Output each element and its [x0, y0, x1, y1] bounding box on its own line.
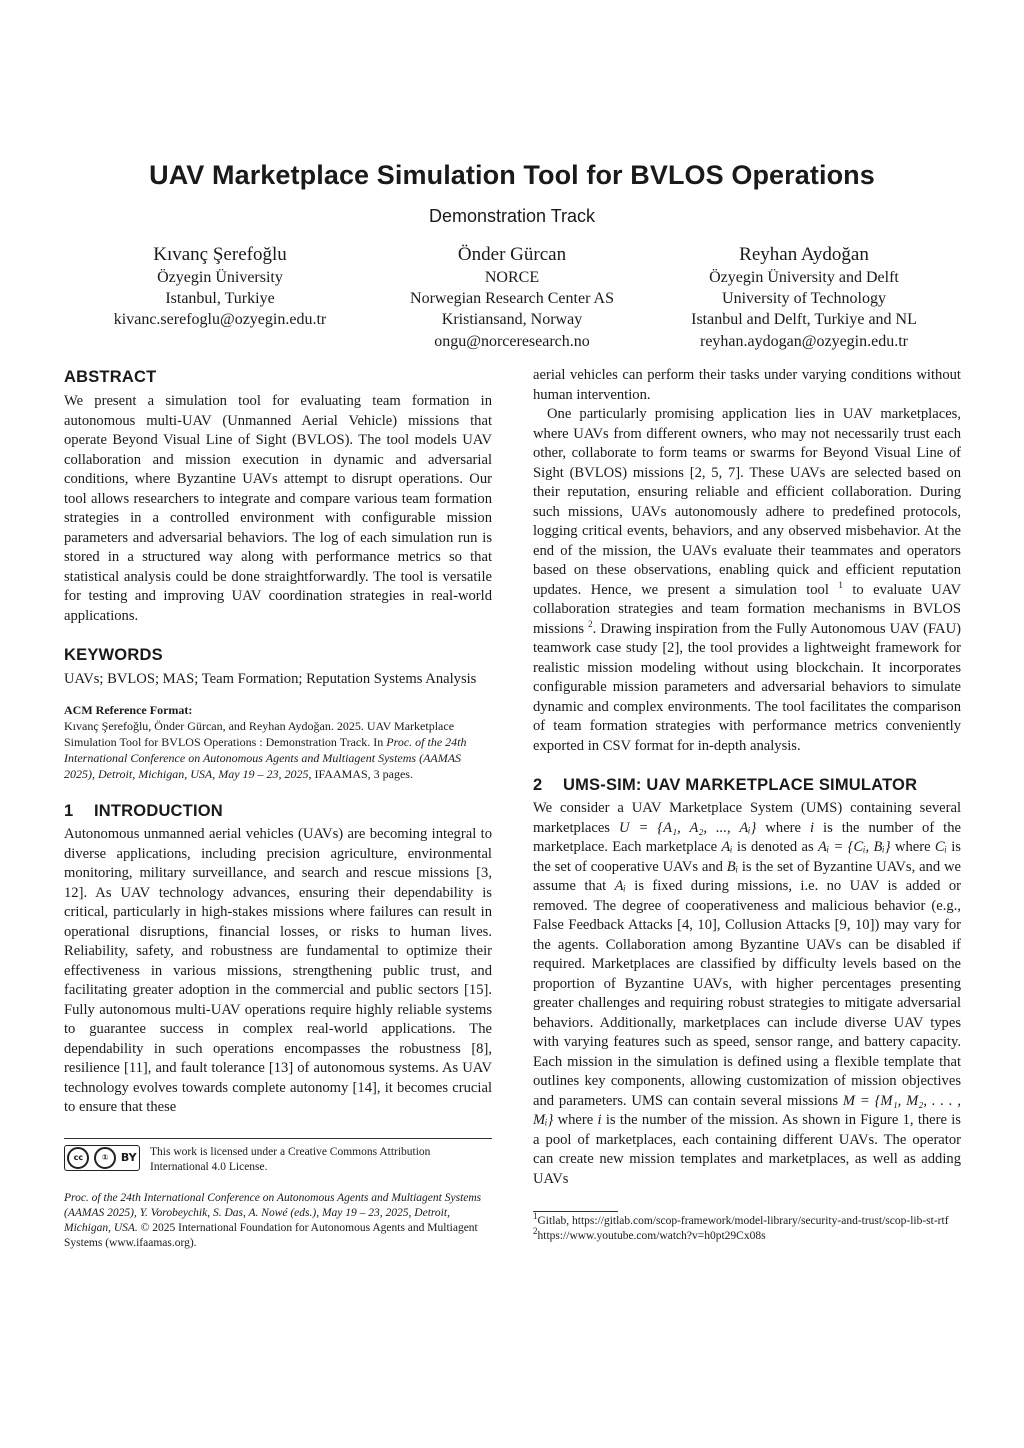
text-run: is the number of the mission. As shown in Figure 1, there is a pool of marketplaces, each containing different UAVs. The operator can create new mission templates and marketplaces, as well as adding UAVs — [533, 1112, 961, 1187]
text-run: One particularly promising application lies in UAV marketplaces, where UAVs from different owners, who may not necessarily trust each other, collaborate to form teams or swarms for Beyond Visual Line of Sight (BVLOS) missions [2, 5, 7]. These UAVs are selected based on their reputation, ensuring reliable and efficient collaboration. During such missions, UAVs autonomously adhere to predefined protocols, logging critical events, behaviors, and any observed misbehavior. At the end of the mission, the UAVs evaluate their teammates and operators based on these observations, enabling quick and efficient reputation updates. Hence, we present a simulation tool — [533, 406, 961, 598]
footnote-text[interactable]: Gitlab, https://gitlab.com/scop-framework/model-library/security-and-trust/scop-lib-st-rtf — [537, 1215, 949, 1227]
author-name: Önder Gürcan — [457, 244, 567, 265]
author-name: Reyhan Aydoğan — [739, 244, 869, 265]
abstract-heading: ABSTRACT — [64, 368, 157, 386]
text-run: where — [553, 1112, 598, 1128]
footnote-1 — [533, 1211, 961, 1229]
text-run: where — [890, 839, 935, 855]
paper-subtitle: Demonstration Track — [428, 206, 596, 226]
section-2-text — [533, 799, 961, 1189]
math-var: i — [597, 1112, 602, 1128]
author-affiliation-detail: Norwegian Research Center AS — [410, 290, 614, 308]
author-location: Istanbul, Turkiye — [165, 290, 275, 308]
footnote-text[interactable]: https://www.youtube.com/watch?v=h0pt29Cx08s — [537, 1230, 766, 1242]
math-marketplaces: U = {A₁, A₂, ..., Aᵢ} — [618, 819, 757, 836]
copyright-text: © 2025 International Foundation for Autonomous Agents and Multiagent Systems (www.ifaamas.org). — [64, 1221, 478, 1249]
section-title: INTRODUCTION — [94, 802, 223, 821]
by-label: BY — [120, 1151, 137, 1165]
text-run: is denoted as — [732, 839, 818, 855]
math-var: Aᵢ — [721, 839, 733, 855]
license-text: This work is licensed under a Creative Commons Attribution International 4.0 License. — [150, 1145, 431, 1173]
keywords-text: UAVs; BVLOS; MAS; Team Formation; Reputation Systems Analysis — [64, 671, 477, 687]
proceedings-text: Proc. of the 24th International Conference on Autonomous Agents and Multiagent Systems (AAMAS 2025), Y. Vorobeychik, S. Das, A. Nowé (eds.), May 19 – 23, 2025, Detroit, Michigan, USA. — [64, 1191, 482, 1234]
introduction-text: Autonomous unmanned aerial vehicles (UAVs) are becoming integral to diverse applications, including precision agriculture, environmental monitoring, military surveillance, and search and rescue missions [3, 12]. As UAV technology advances, ensuring their dependability is critical, particularly in high-stakes missions where failures can result in operational disruptions, financial losses, or risks to human lives. Reliability, safety, and robustness are fundamental to optimize their effectiveness in various missions, strengthening public trust, and facilitating greater adoption in the commercial and public sectors [15]. Fully autonomous multi-UAV operations require highly reliable systems to guarantee success in complex real-world applications. The dependability in such operations encompasses the robustness [8], resilience [11], and fault tolerance [13] of autonomous systems. As UAV technology evolves towards complete autonomy [14], it becomes crucial to ensure that these — [64, 826, 492, 1116]
left-column — [64, 366, 492, 1251]
by-person-icon: ① — [94, 1147, 116, 1169]
math-var: Aᵢ — [614, 878, 626, 894]
author-location: Kristiansand, Norway — [441, 311, 583, 329]
author-block-2 — [352, 243, 672, 352]
right-column — [533, 366, 961, 1244]
footnote-divider — [533, 1211, 618, 1212]
acm-reference-text — [64, 718, 492, 783]
math-var: Cᵢ — [934, 839, 947, 855]
acm-reference-heading: ACM Reference Format: — [64, 702, 193, 717]
author-name: Kıvanç Şerefoğlu — [153, 244, 287, 265]
footnote-ref-1[interactable]: 1 — [838, 579, 843, 590]
author-block-3 — [644, 243, 964, 352]
author-affiliation-detail: University of Technology — [722, 290, 886, 308]
footnote-number: 2 — [533, 1226, 538, 1237]
author-email: reyhan.aydogan@ozyegin.edu.tr — [700, 332, 908, 350]
footnote-number: 1 — [533, 1211, 538, 1222]
section-title: UMS-SIM: UAV MARKETPLACE SIMULATOR — [563, 776, 918, 794]
abstract-text: We present a simulation tool for evaluating team formation in autonomous multi-UAV (Unmanned Aerial Vehicle) missions that operate Beyond Visual Line of Sight (BVLOS). The tool models UAV collaboration and mission execution in dynamic and adversarial conditions, where Byzantine UAVs attempt to disrupt operations. Our tool allows researchers to integrate and compare various team formation strategies in a controlled environment with configurable mission parameters and adversarial behaviors. The log of each simulation run is stored in a structured way along with performance metrics so that statistical analysis could be done straightforwardly. The tool is versatile for testing and improving UAV coordination strategies in real-world applications. — [64, 393, 492, 624]
author-affiliation: Özyegin Üniversity — [157, 269, 283, 286]
footnote-2 — [533, 1226, 961, 1244]
section-number: 1 — [64, 802, 74, 821]
author-affiliation: Özyegin Üniversity and Delft — [709, 269, 899, 286]
text-run: to evaluate UAV collaboration strategies and team formation mechanisms in BVLOS missions — [533, 581, 961, 637]
section-2-heading — [533, 774, 961, 796]
text-run: is the set of Byzantine UAVs, and we assume that — [533, 858, 962, 894]
text-run: . Drawing inspiration from the Fully Autonomous UAV (FAU) teamwork case study [2], the tool provides a lightweight framework for realistic mission modeling without using blockchain. It incorporates configurable mission parameters and adversarial behaviors to simulate dynamic and complex environments. The tool facilitates the comparison of team formation strategies with performance metrics conveniently exported in CSV format for in-depth analysis. — [533, 620, 961, 754]
math-marketplace-def: Aᵢ = {Cᵢ, Bᵢ} — [817, 839, 891, 855]
acm-venue: Proc. of the 24th International Conference on Autonomous Agents and Multiagent Systems (AAMAS 2025), Detroit, Michigan, USA, May 19 – 23, 2025 — [64, 734, 467, 782]
acm-authors: Kıvanç Şerefoğlu, Önder Gürcan, and Reyhan Aydoğan. 2025. UAV Marketplace Simulation Tool for BVLOS Operations : Demonstration Track. In — [64, 718, 455, 749]
proceedings-note — [64, 1191, 492, 1251]
math-missions: M = {M₁, M₂, . . . , Mᵢ} — [533, 1092, 961, 1128]
keywords-heading: KEYWORDS — [64, 646, 163, 664]
math-var: Bᵢ — [726, 858, 739, 875]
text-run: where — [756, 819, 810, 836]
author-email: kivanc.serefoglu@ozyegin.edu.tr — [113, 311, 327, 329]
marketplace-paragraph — [533, 405, 961, 756]
acm-reference — [64, 702, 492, 783]
text-run: is the number of the marketplace. Each marketplace — [533, 819, 961, 855]
license-box — [64, 1138, 492, 1175]
author-affiliation: NORCE — [484, 269, 540, 286]
author-location: Istanbul and Delft, Turkiye and NL — [691, 311, 917, 329]
author-block-1 — [60, 243, 380, 331]
author-email: ongu@norceresearch.no — [434, 332, 590, 350]
intro-continued-text: aerial vehicles can perform their tasks under varying conditions without human intervention. — [533, 367, 961, 403]
footnote-ref-2[interactable]: 2 — [588, 618, 593, 629]
paper-title: UAV Marketplace Simulation Tool for BVLOS Operations — [149, 160, 875, 190]
cc-icon: cc — [67, 1147, 89, 1169]
text-run: is fixed during missions, i.e. no UAV is added or removed. The degree of cooperativeness and malicious behavior (e.g., False Feedback Attacks [4, 10], Collusion Attacks [9, 10]) may vary for the agents. Collaboration among Byzantine UAVs can be disabled if required. Marketplaces are classified by difficulty levels based on the proportion of Byzantine UAVs, with higher percentages presenting greater challenges and requiring robust strategies to mitigate adversarial behaviors. Additionally, marketplaces can include diverse UAV types with varying features such as speed, sensor range, and battery capacity. Each mission in the simulation is defined using a flexible template that outlines key components, allowing customization of mission objectives and parameters. UMS can contain several missions — [533, 878, 961, 1109]
acm-tail: , IFAAMAS, 3 pages. — [308, 767, 413, 782]
cc-by-badge[interactable] — [64, 1145, 140, 1171]
math-var: i — [809, 819, 815, 836]
text-run: We consider a UAV Marketplace System (UMS) containing several marketplaces — [533, 800, 961, 836]
text-run: is the set of cooperative UAVs and — [533, 839, 961, 875]
introduction-heading — [64, 800, 492, 822]
section-number: 2 — [533, 776, 543, 794]
